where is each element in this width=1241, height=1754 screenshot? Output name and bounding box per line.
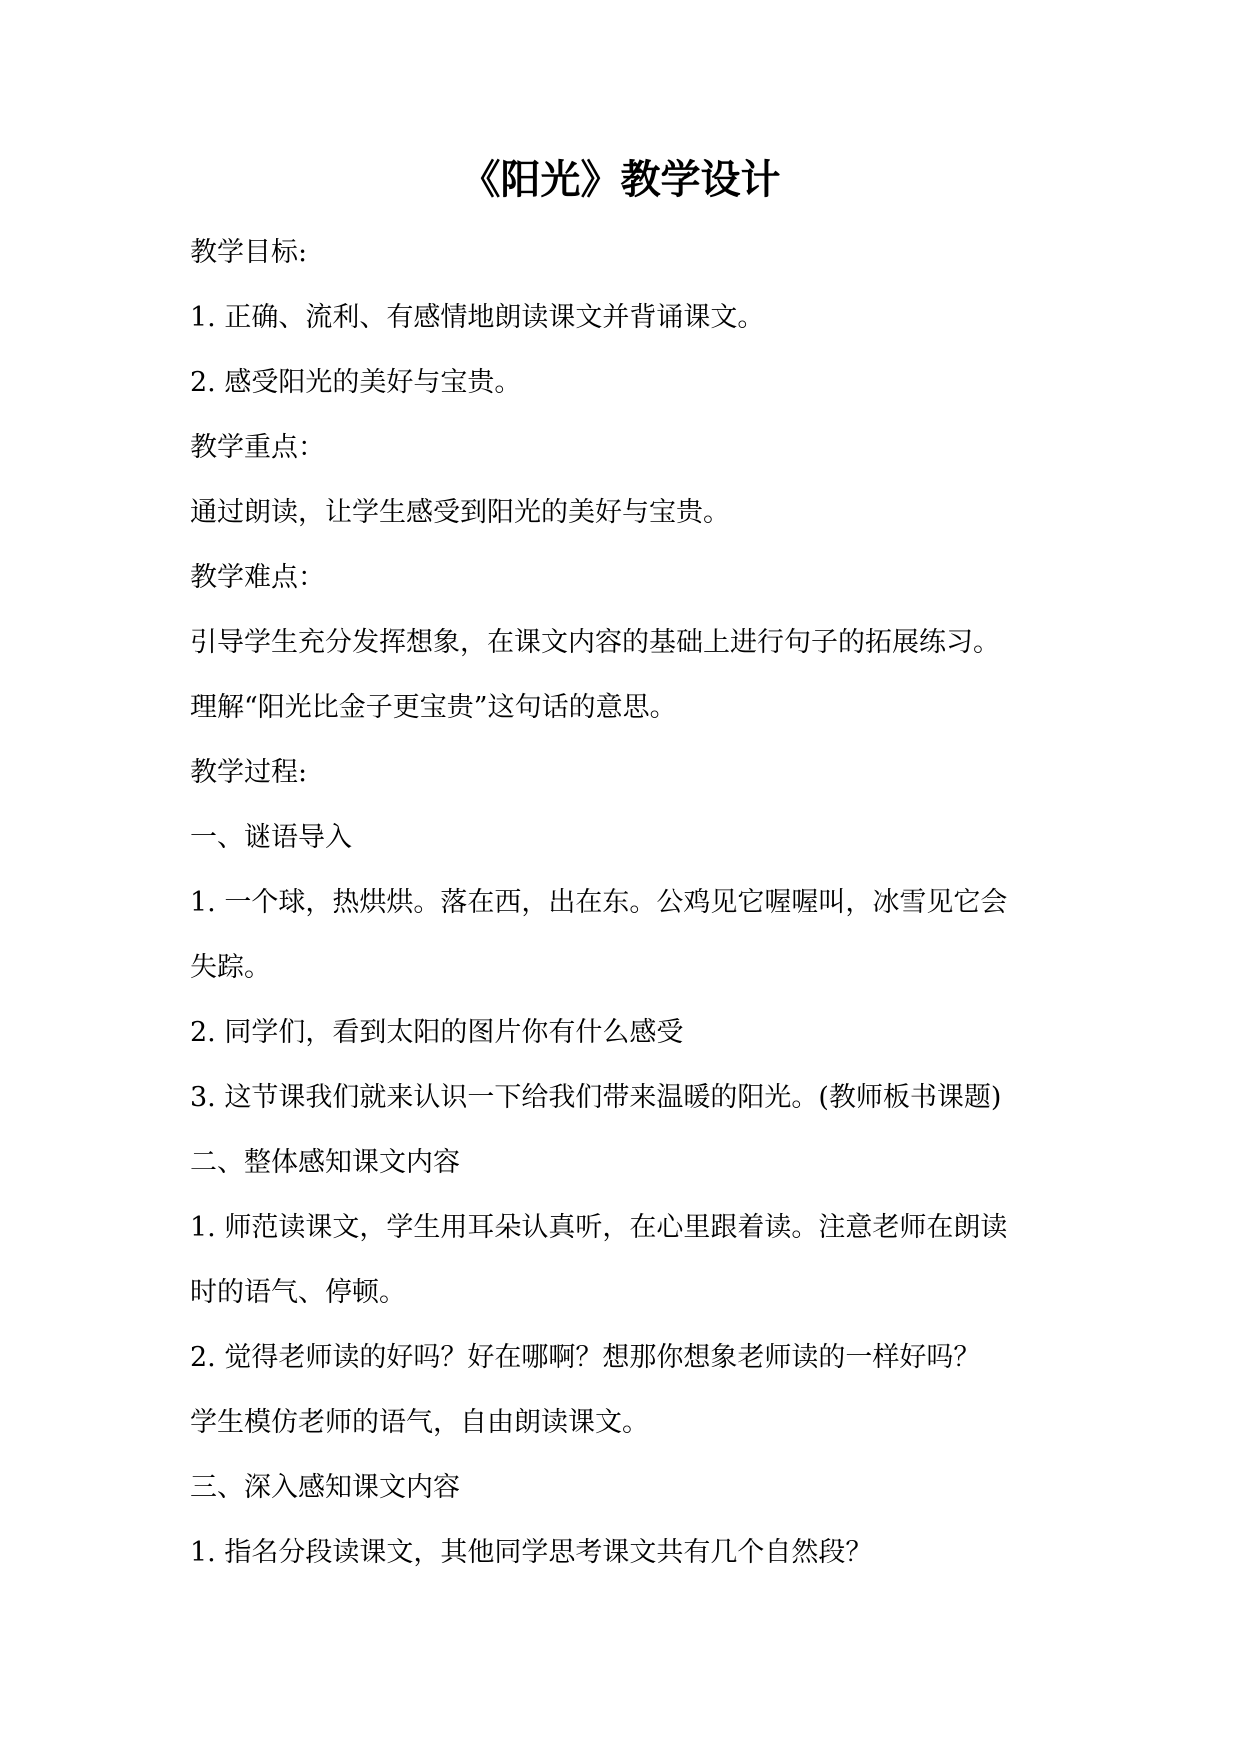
process-item-continued: 时的语气、停顿。: [190, 1277, 406, 1308]
heading-process: 教学过程:: [190, 757, 308, 788]
difficulty-text: 引导学生充分发挥想象，在课文内容的基础上进行句子的拓展练习。: [190, 627, 1000, 658]
section-heading: 一、谜语导入: [190, 822, 352, 853]
process-item: 2. 同学们，看到太阳的图片你有什么感受: [190, 1017, 684, 1048]
process-item-continued: 学生模仿老师的语气，自由朗读课文。: [190, 1407, 649, 1438]
process-item: 1. 指名分段读课文，其他同学思考课文共有几个自然段？: [190, 1537, 873, 1568]
process-item: 2. 觉得老师读的好吗？好在哪啊？想那你想象老师读的一样好吗？: [190, 1342, 981, 1373]
heading-key-points: 教学重点：: [190, 432, 325, 463]
objective-item: 1. 正确、流利、有感情地朗读课文并背诵课文。: [190, 302, 765, 333]
section-heading: 三、深入感知课文内容: [190, 1472, 460, 1503]
document-body: [190, 220, 1070, 1585]
objective-item: 2. 感受阳光的美好与宝贵。: [190, 367, 522, 398]
heading-objectives: 教学目标:: [190, 237, 308, 268]
process-item: 1. 一个球，热烘烘。落在西，出在东。公鸡见它喔喔叫，冰雪见它会: [190, 887, 1008, 918]
heading-difficulties: 教学难点：: [190, 562, 325, 593]
section-heading: 二、整体感知课文内容: [190, 1147, 460, 1178]
difficulty-text: 理解“阳光比金子更宝贵”这句话的意思。: [190, 692, 677, 723]
key-point-text: 通过朗读，让学生感受到阳光的美好与宝贵。: [190, 497, 730, 528]
process-item: 3. 这节课我们就来认识一下给我们带来温暖的阳光。(教师板书课题): [190, 1082, 1002, 1113]
process-item: 1. 师范读课文，学生用耳朵认真听，在心里跟着读。注意老师在朗读: [190, 1212, 1008, 1243]
process-item-continued: 失踪。: [190, 952, 271, 983]
document-title: 《阳光》教学设计: [460, 156, 781, 203]
